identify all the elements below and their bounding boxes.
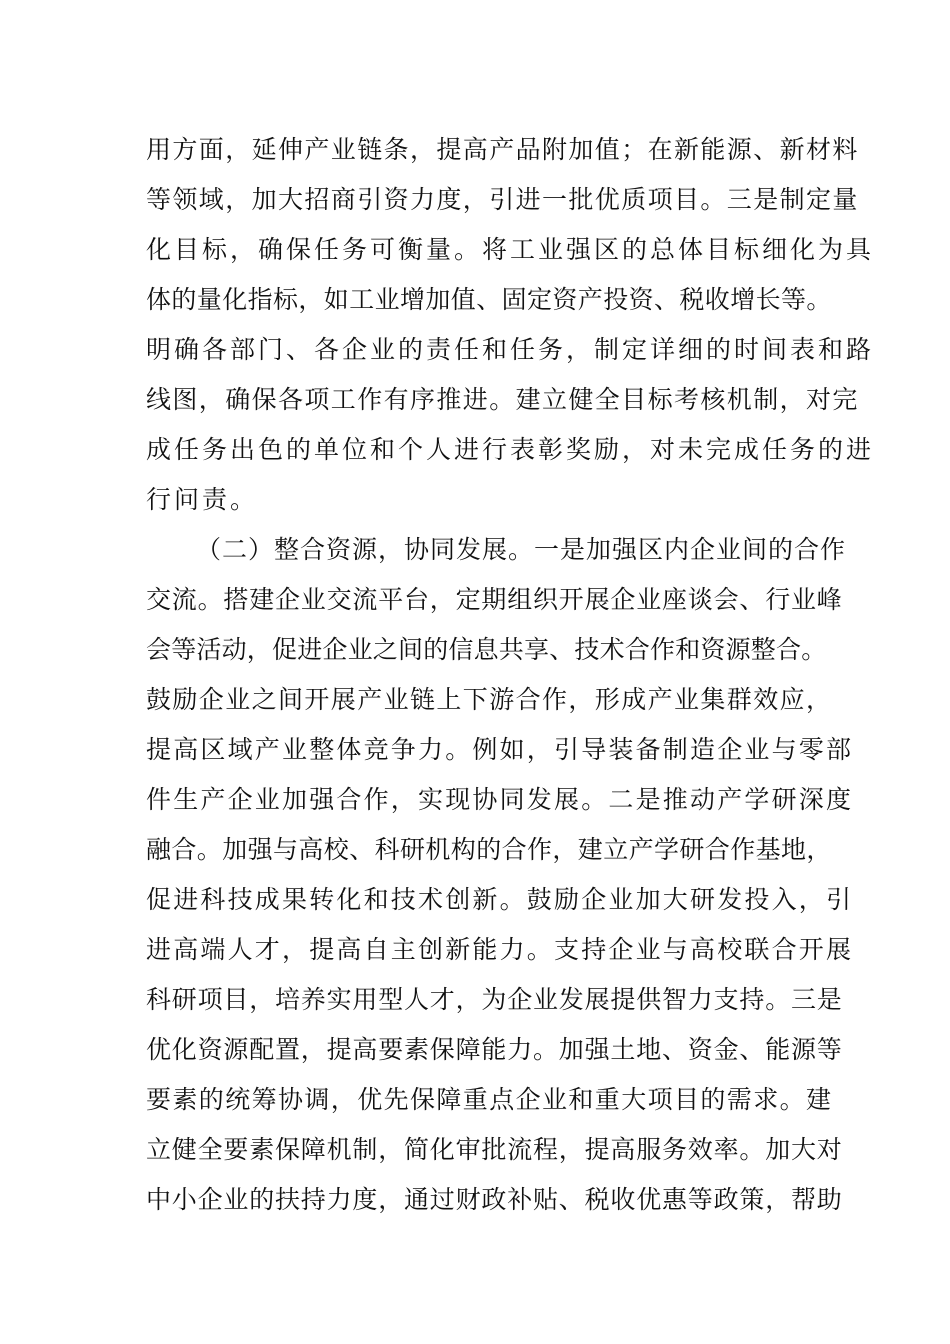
text-line: 会等活动，促进企业之间的信息共享、技术合作和资源整合。 [146, 635, 827, 664]
text-line: 成任务出色的单位和个人进行表彰奖励，对未完成任务的进 [146, 435, 875, 464]
text-line: 融合。加强与高校、科研机构的合作，建立产学研合作基地， [146, 835, 832, 864]
text-line: 行问责。 [146, 485, 259, 514]
text-line: 交流。搭建企业交流平台，定期组织开展企业座谈会、行业峰 [146, 585, 843, 614]
text-line: 体的量化指标，如工业增加值、固定资产投资、税收增长等。 [146, 285, 832, 314]
text-line: 提高区域产业整体竞争力。例如，引导装备制造企业与零部 [146, 735, 854, 764]
text-line: 等领域，加大招商引资力度，引进一批优质项目。三是制定量 [146, 185, 859, 214]
text-line: 鼓励企业之间开展产业链上下游合作，形成产业集群效应， [146, 685, 833, 714]
text-line: 促进科技成果转化和技术创新。鼓励企业加大研发投入，引 [146, 885, 854, 914]
section-heading-line: （二）整合资源，协同发展。一是加强区内企业间的合作 [196, 535, 847, 564]
text-line: 优化资源配置，提高要素保障能力。加强土地、资金、能源等 [146, 1035, 843, 1064]
text-line: 立健全要素保障机制，简化审批流程，提高服务效率。加大对 [146, 1135, 843, 1164]
text-line: 件生产企业加强合作，实现协同发展。二是推动产学研深度 [146, 785, 854, 814]
text-line: 明确各部门、各企业的责任和任务，制定详细的时间表和路 [146, 335, 875, 364]
text-line: 线图，确保各项工作有序推进。建立健全目标考核机制，对完 [146, 385, 859, 414]
text-line: 用方面，延伸产业链条，提高产品附加值；在新能源、新材料 [146, 135, 859, 164]
text-line: 化目标，确保任务可衡量。将工业强区的总体目标细化为具 [146, 235, 875, 264]
paragraph-integrate-resources [146, 525, 854, 1225]
text-line: 进高端人才，提高自主创新能力。支持企业与高校联合开展 [146, 935, 854, 964]
text-line: 中小企业的扶持力度，通过财政补贴、税收优惠等政策，帮助 [146, 1185, 843, 1214]
text-line: 要素的统筹协调，优先保障重点企业和重大项目的需求。建 [146, 1085, 833, 1114]
text-line: 科研项目，培养实用型人才，为企业发展提供智力支持。三是 [146, 985, 843, 1014]
paragraph-continuation [146, 125, 875, 525]
